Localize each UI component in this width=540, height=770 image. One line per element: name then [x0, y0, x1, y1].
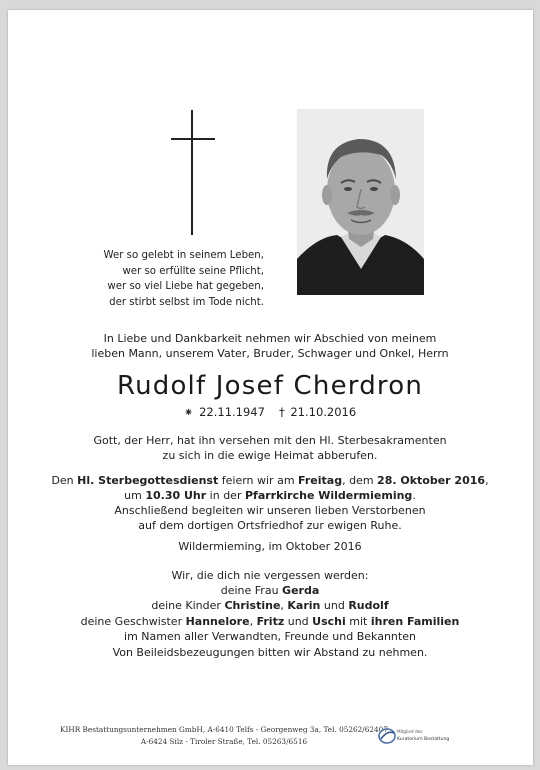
text: , dem	[342, 474, 378, 487]
sibling-name: Hannelore	[185, 614, 250, 628]
text: ,	[485, 474, 489, 487]
sacrament-text	[0, 433, 540, 463]
cross-icon-bar	[171, 138, 215, 140]
mourners-siblings	[0, 614, 540, 629]
mourners-wife	[0, 583, 540, 598]
text: und	[284, 614, 313, 628]
mourners-intro: Wir, die dich nie vergessen werden:	[171, 569, 369, 582]
sacrament-line: Gott, der Herr, hat ihn versehen mit den Hl. Sterbesakramenten	[93, 434, 447, 447]
mourners-list	[0, 568, 540, 644]
child-name: Rudolf	[348, 599, 389, 613]
text: ,	[280, 599, 288, 613]
funeral-home-footer	[0, 724, 540, 748]
service-name: Hl. Sterbegottesdienst	[77, 474, 219, 487]
birth-date: ⁕ 22.11.1947	[183, 405, 265, 419]
logo-text-1: Mitglied des	[397, 729, 423, 734]
intro-text	[0, 331, 540, 361]
service-time: 10.30 Uhr	[145, 489, 207, 502]
poem-line: Wer so gelebt in seinem Leben,	[103, 250, 264, 261]
text: ,	[249, 614, 257, 628]
cross-icon	[191, 110, 193, 235]
wife-name: Gerda	[282, 584, 320, 598]
families: ihren Familien	[370, 614, 460, 628]
sibling-name: Uschi	[312, 614, 346, 628]
memorial-poem	[94, 248, 264, 310]
service-line-3: Anschließend begleiten wir unseren lieben Verstorbenen	[114, 504, 426, 517]
footer-line-1: KIHR Bestattungsunternehmen GmbH, A-6410 Telfs - Georgenweg 3a, Tel. 05262/62407	[60, 725, 388, 734]
portrait-illustration	[297, 109, 424, 295]
funeral-service-text	[0, 473, 540, 533]
text: deine Kinder	[151, 599, 225, 613]
death-date: † 21.10.2016	[278, 405, 357, 419]
logo-text-2: Kuratorium Bestattung	[397, 737, 450, 742]
service-line-2	[0, 488, 540, 503]
text: mit	[345, 614, 371, 628]
sacrament-line: zu sich in die ewige Heimat abberufen.	[162, 449, 378, 462]
poem-line: wer so erfüllte seine Pflicht,	[122, 265, 264, 277]
intro-line: In Liebe und Dankbarkeit nehmen wir Abschied von meinem	[103, 332, 437, 345]
child-name: Christine	[224, 599, 281, 613]
service-line-1	[0, 473, 540, 488]
kuratorium-logo-icon	[378, 724, 450, 746]
service-church: Pfarrkirche Wildermieming	[244, 489, 413, 502]
text: um	[124, 489, 146, 502]
poem-line: wer so viel Liebe hat gegeben,	[107, 281, 264, 292]
portrait-photo	[297, 109, 424, 295]
life-dates	[0, 405, 540, 419]
text: deine Geschwister	[80, 614, 186, 628]
mourners-others: im Namen aller Verwandten, Freunde und Bekannten	[124, 629, 416, 643]
poem-line: der stirbt selbst im Tode nicht.	[109, 296, 264, 308]
footer-line-2: A-6424 Silz - Tiroler Straße, Tel. 05263/6516	[140, 737, 308, 746]
intro-line: lieben Mann, unserem Vater, Bruder, Schwager und Onkel, Herrn	[91, 347, 449, 360]
kuratorium-logo	[378, 724, 450, 746]
service-line-4: auf dem dortigen Ortsfriedhof zur ewigen Ruhe.	[138, 519, 402, 532]
sibling-name: Fritz	[256, 614, 285, 628]
text: Den	[51, 474, 78, 487]
text: feiern wir am	[218, 474, 299, 487]
deceased-name: Rudolf Josef Cherdron	[116, 371, 424, 401]
text: in der	[206, 489, 245, 502]
closing-note: Von Beileidsbezeugungen bitten wir Abstand zu nehmen.	[112, 646, 428, 659]
service-date: 28. Oktober 2016	[377, 474, 486, 487]
text: .	[412, 489, 416, 502]
place-date: Wildermieming, im Oktober 2016	[178, 540, 362, 553]
mourners-children	[0, 598, 540, 613]
service-day: Freitag	[298, 474, 343, 487]
child-name: Karin	[287, 599, 321, 613]
text: deine Frau	[220, 584, 283, 598]
text: und	[320, 599, 349, 613]
